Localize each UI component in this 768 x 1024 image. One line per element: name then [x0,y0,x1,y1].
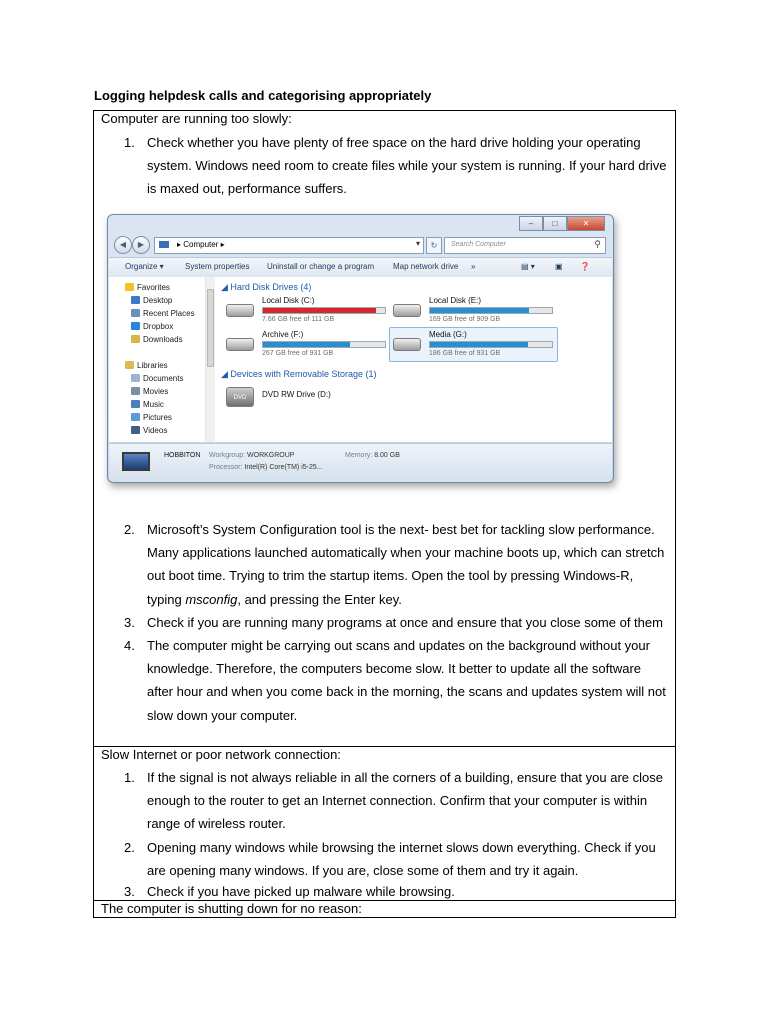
page-heading: Logging helpdesk calls and categorising appropriately [94,88,432,103]
drive-usage-bar [262,307,386,314]
hard-drive-icon [226,304,254,317]
item-number: 3. [124,614,135,630]
drive-free-space: 267 GB free of 931 GB [262,349,334,357]
drive-usage-bar [429,307,553,314]
drive-usage-bar [429,341,553,348]
hdd-section-header: ◢ Hard Disk Drives (4) [221,281,312,292]
nav-desktop: Desktop [131,296,172,305]
section-title: The computer is shutting down for no reason: [101,901,362,916]
map-drive-button: Map network drive [393,261,459,271]
drive-free-space: 169 GB free of 909 GB [429,315,501,323]
search-icon: ⚲ [594,238,601,249]
processor-info: Processor: Intel(R) Core(TM) i5-25... [209,463,323,471]
nav-videos: Videos [131,426,167,435]
hard-drive-icon [226,338,254,351]
helpdesk-table [93,110,676,918]
organize-menu: Organize ▾ [125,261,164,271]
dropbox-icon [131,322,140,330]
explorer-contents [109,277,612,442]
movies-icon [131,387,140,395]
list-item [94,882,675,901]
search-box [444,237,606,254]
address-row [114,236,605,254]
item-number: 1. [124,770,135,785]
nav-dropbox: Dropbox [131,322,173,331]
documents-icon [131,374,140,382]
refresh-icon: ↻ [426,237,442,254]
workgroup-info: Workgroup: WORKGROUP [209,451,295,459]
dvd-drive-icon: DVD [226,387,254,407]
downloads-icon [131,335,140,343]
removable-section-header: ◢ Devices with Removable Storage (1) [221,368,377,379]
list-item [94,611,675,634]
nav-recent-places: Recent Places [131,309,195,318]
drive-usage-fill [430,342,528,347]
nav-downloads: Downloads [131,335,183,344]
drive-usage-fill [263,308,376,313]
nav-scrollbar [206,277,215,442]
item-number: 2. [124,522,135,537]
minimize-icon: – [519,216,543,231]
item-text: If the signal is not always reliable in all the corners of a building, ensure that you are close enough to the router to get an Internet connection. Confirm that your computer is within range of wireless router. [147,770,663,832]
pictures-icon [131,413,140,421]
section-title: Computer are running too slowly: [101,111,292,126]
item-number: 3. [124,884,135,900]
computer-icon [159,241,169,248]
chevron-down-icon: ▾ [415,238,420,248]
drive-name: Media (G:) [429,329,467,339]
list-item [94,131,675,201]
nav-music: Music [131,400,164,409]
item-text: Check if you are running many programs at once and ensure that you close some of them [147,614,663,630]
drive-name: DVD RW Drive (D:) [262,389,331,399]
recent-places-icon [131,309,140,317]
nav-favorites: Favorites [125,283,170,292]
item-number: 4. [124,638,135,654]
star-icon [125,283,134,291]
section-slow-computer [94,111,675,747]
section-slow-internet [94,747,675,901]
music-icon [131,400,140,408]
item-number: 1. [124,135,135,150]
forward-icon: ▶ [132,236,150,254]
hard-drive-icon [393,338,421,351]
explorer-toolbar [109,257,612,278]
list-item [94,518,675,611]
memory-info: Memory: 8.00 GB [345,451,400,459]
system-properties-button: System properties [185,261,250,271]
item-text: Opening many windows while browsing the internet slows down everything. Check if you are opening many windows. If you are, close some of them and try it again. [147,839,656,878]
drive-name: Local Disk (C:) [262,295,315,305]
window-controls [519,216,605,231]
drive-free-space: 186 GB free of 931 GB [429,349,501,357]
hard-drive-icon [393,304,421,317]
address-path: ▸ Computer ▸ [177,239,225,249]
uninstall-button: Uninstall or change a program [267,261,375,271]
drive-free-space: 7.66 GB free of 111 GB [262,315,335,323]
list-item [94,766,675,836]
nav-movies: Movies [131,387,168,396]
item-text: The computer might be carrying out scans and updates on the background without your knowledge. Therefore, the computers become slow. It better to update all the software after hour and when you come back in the morning, the scans and updates system will not slow down your computer. [147,638,666,723]
drive-usage-bar [262,341,386,348]
help-icon: ❓ [580,261,590,271]
scroll-thumb [207,289,214,367]
desktop-icon [131,296,140,304]
list-item [94,836,675,882]
maximize-icon: □ [543,216,567,231]
explorer-window-screenshot [107,214,614,483]
preview-pane-icon: ▣ [555,261,563,271]
computer-icon [122,452,150,471]
item-number: 2. [124,839,135,855]
address-bar [154,237,424,254]
more-icon: » [471,261,476,271]
details-pane [109,443,612,482]
item-text: Check whether you have plenty of free space on the hard drive holding your operating system. Windows need room to create files while your system is running. If your hard drive is maxed out, performance suffers. [147,135,667,197]
navigation-pane [109,277,206,442]
nav-libraries: Libraries [125,361,168,370]
drive-name: Local Disk (E:) [429,295,482,305]
drive-usage-fill [430,308,529,313]
back-icon: ◀ [114,236,132,254]
close-icon: ✕ [567,216,605,231]
nav-pictures: Pictures [131,413,172,422]
list-item [94,634,675,727]
libraries-icon [125,361,134,369]
drive-usage-fill [263,342,350,347]
search-placeholder: Search Computer [451,240,506,248]
computer-name: HOBBITON [164,451,201,459]
item-text: Microsoft’s System Configuration tool is the next- best bet for tackling slow performance. Many applications launched automatically when your machine boots up, which can stretch out boot time. Trying to trim the startup items. Open the tool by pressing Windows-R, typing msconfig, and pressing the Enter key. [147,522,665,607]
section-shutting-down [94,901,675,918]
nav-documents: Documents [131,374,183,383]
view-icon: ▤ ▾ [521,261,535,271]
drive-name: Archive (F:) [262,329,304,339]
section-title: Slow Internet or poor network connection: [101,747,341,762]
videos-icon [131,426,140,434]
item-text: Check if you have picked up malware while browsing. [147,884,455,900]
